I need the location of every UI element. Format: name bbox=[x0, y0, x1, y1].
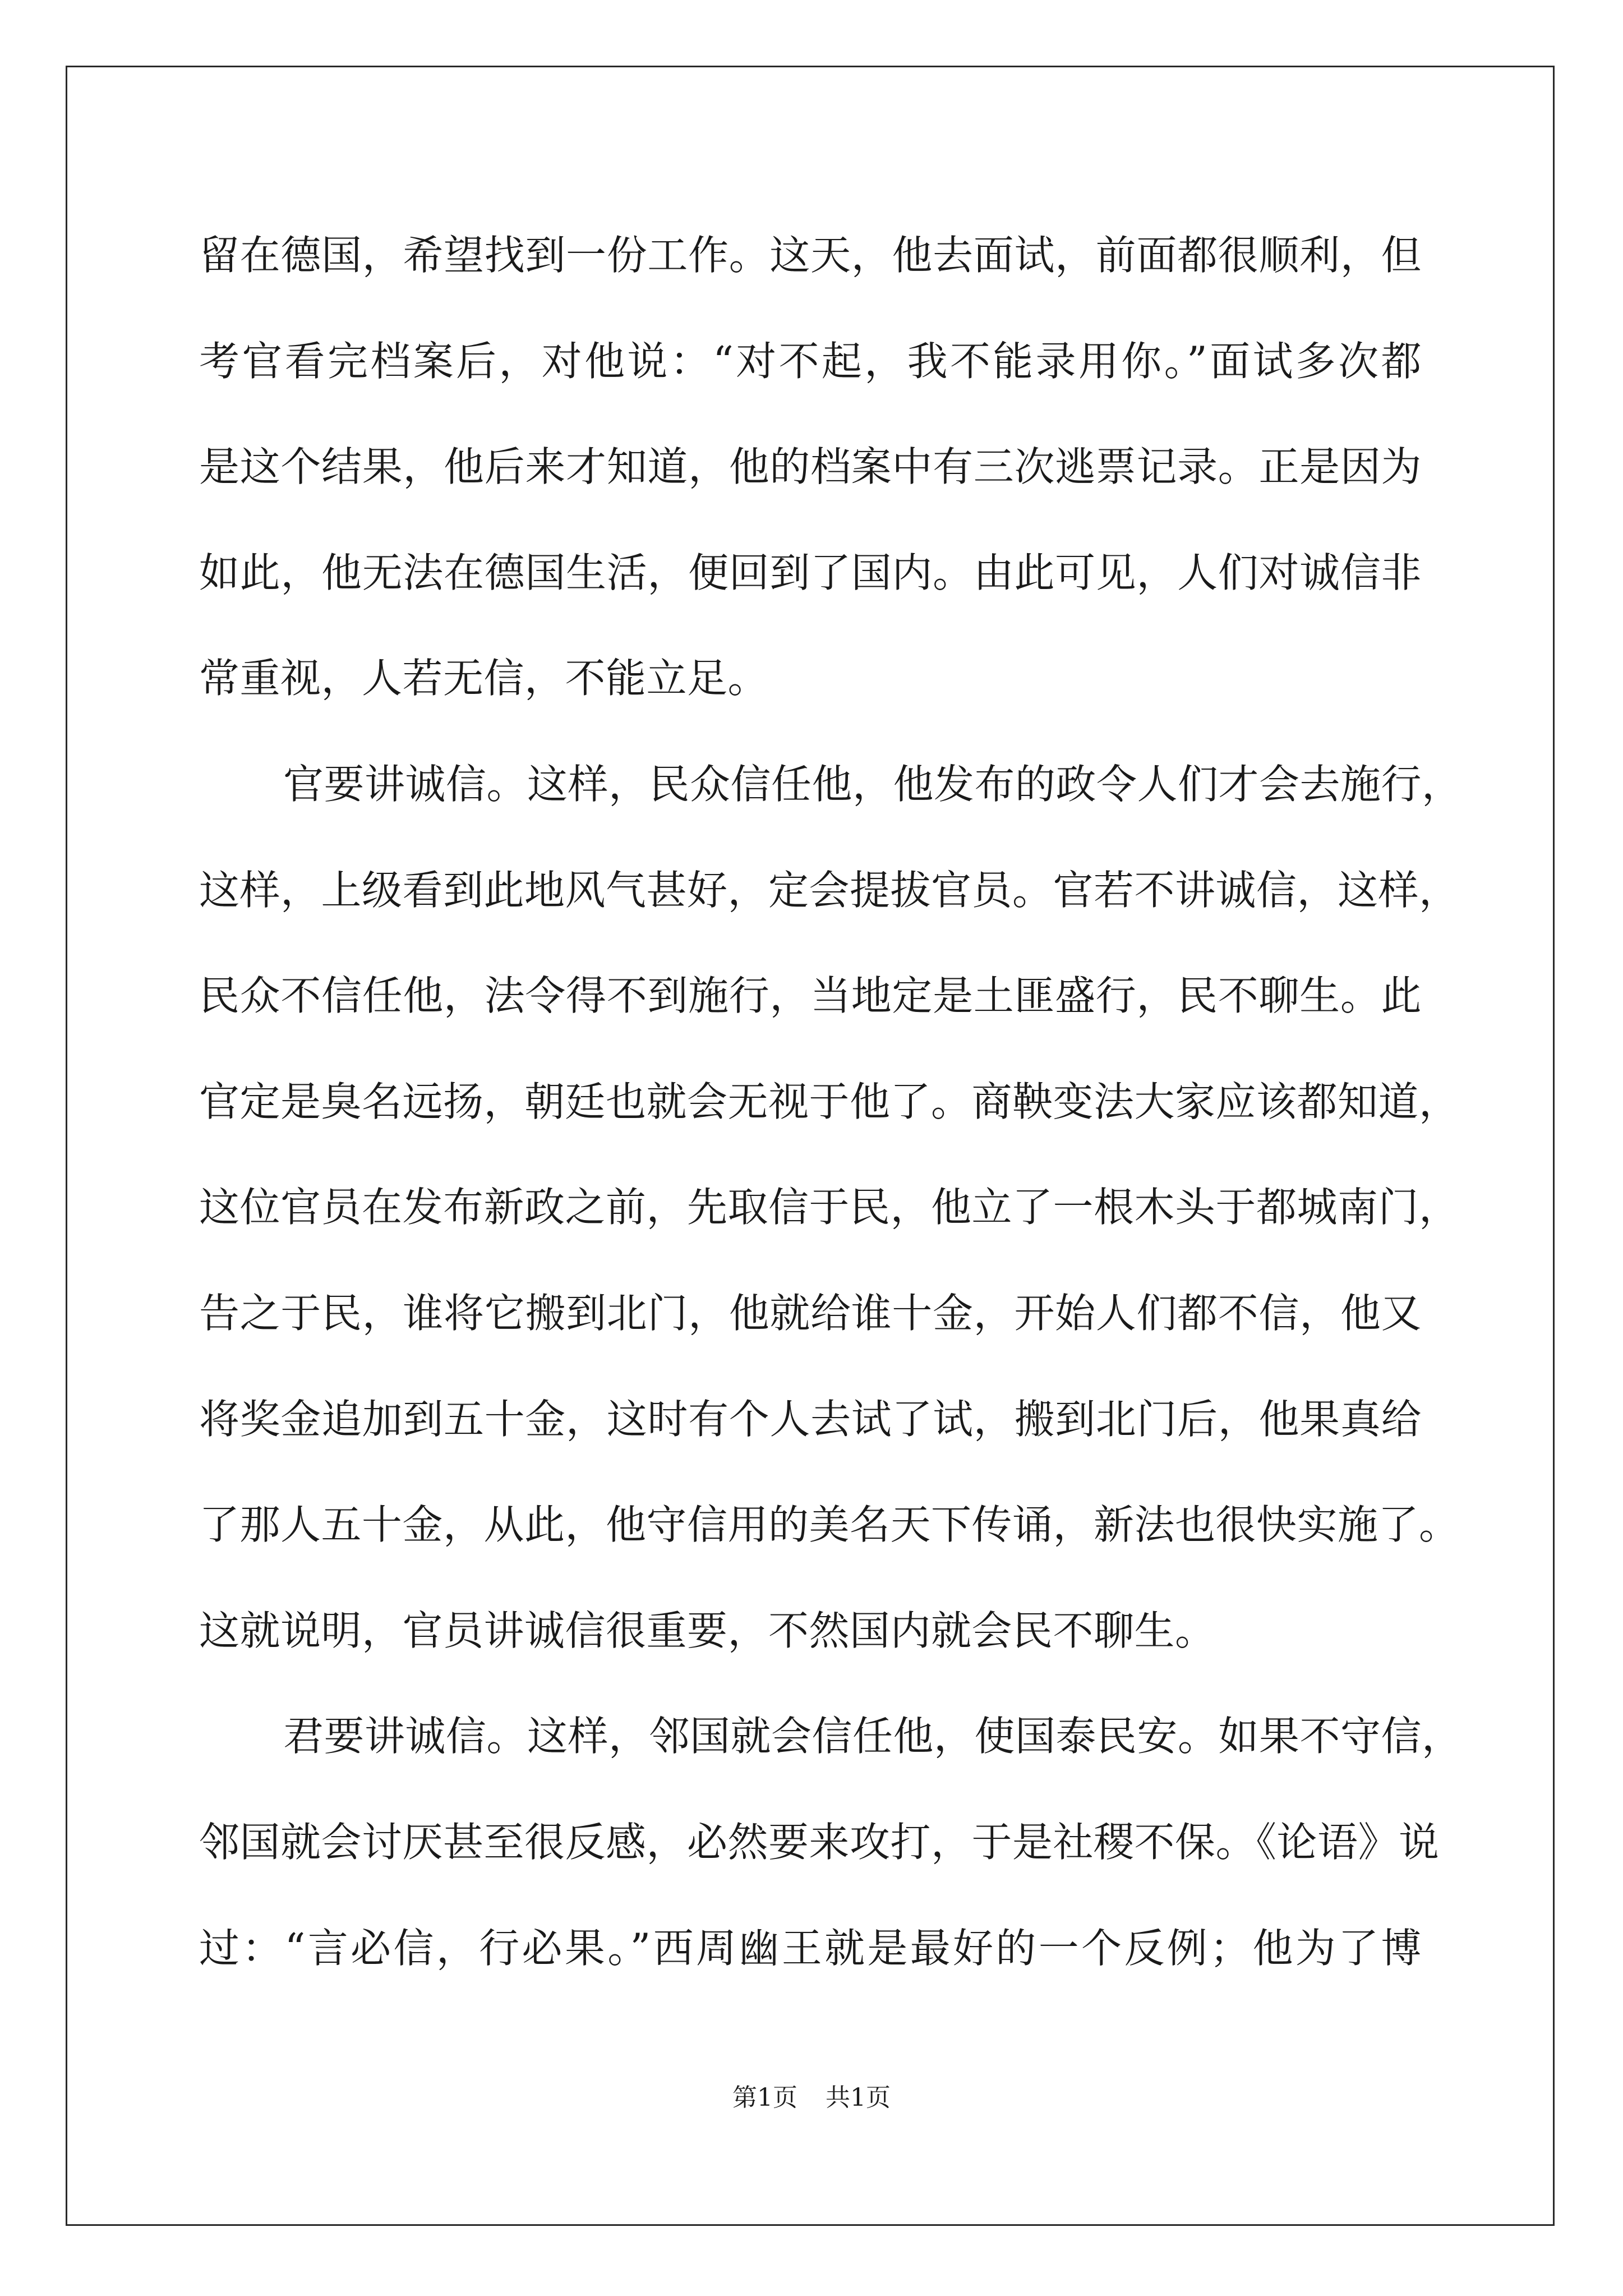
text-line-1: 留在德国，希望找到一份工作。这天，他去面试，前面都很顺利，但 bbox=[199, 232, 1422, 279]
text-line-6: 官要讲诚信。这样，民众信任他，他发布的政令人们才会去施行， bbox=[283, 760, 1463, 808]
text-line-5: 常重视，人若无信，不能立足。 bbox=[199, 655, 769, 702]
text-line-15: 君要讲诚信。这样，邻国就会信任他，使国泰民安。如果不守信， bbox=[283, 1713, 1463, 1760]
text-line-10: 这位官员在发布新政之前，先取信于民，他立了一根木头于都城南门， bbox=[199, 1184, 1460, 1231]
text-line-13: 了那人五十金，从此，他守信用的美名天下传诵，新法也很快实施了。 bbox=[199, 1501, 1460, 1549]
text-line-3: 是这个结果，他后来才知道，他的档案中有三次逃票记录。正是因为 bbox=[199, 443, 1422, 491]
text-line-11: 告之于民，谁将它搬到北门，他就给谁十金，开始人们都不信，他又 bbox=[199, 1289, 1422, 1337]
page-total: 共1页 bbox=[826, 2083, 891, 2112]
text-line-17: 过：“言必信，行必果。”西周幽王就是最好的一个反例；他为了博 bbox=[199, 1924, 1422, 1972]
document-body bbox=[199, 222, 1463, 2020]
text-line-2: 考官看完档案后，对他说：“对不起，我不能录用你。”面试多次都 bbox=[199, 337, 1422, 385]
page-number: 第1页 bbox=[732, 2083, 797, 2112]
text-line-16: 邻国就会讨厌甚至很反感，必然要来攻打，于是社稷不保。《论语》说 bbox=[199, 1818, 1440, 1866]
page-footer bbox=[0, 2081, 1623, 2115]
text-line-9: 官定是臭名远扬，朝廷也就会无视于他了。商鞅变法大家应该都知道， bbox=[199, 1078, 1460, 1125]
text-line-14: 这就说明，官员讲诚信很重要，不然国内就会民不聊生。 bbox=[199, 1607, 1216, 1654]
text-line-12: 将奖金追加到五十金，这时有个人去试了试，搬到北门后，他果真给 bbox=[199, 1395, 1422, 1443]
text-line-8: 民众不信任他，法令得不到施行，当地定是土匪盛行，民不聊生。此 bbox=[199, 972, 1422, 1020]
text-line-4: 如此，他无法在德国生活，便回到了国内。由此可见，人们对诚信非 bbox=[199, 549, 1422, 596]
text-line-7: 这样，上级看到此地风气甚好，定会提拔官员。官若不讲诚信，这样， bbox=[199, 866, 1460, 914]
